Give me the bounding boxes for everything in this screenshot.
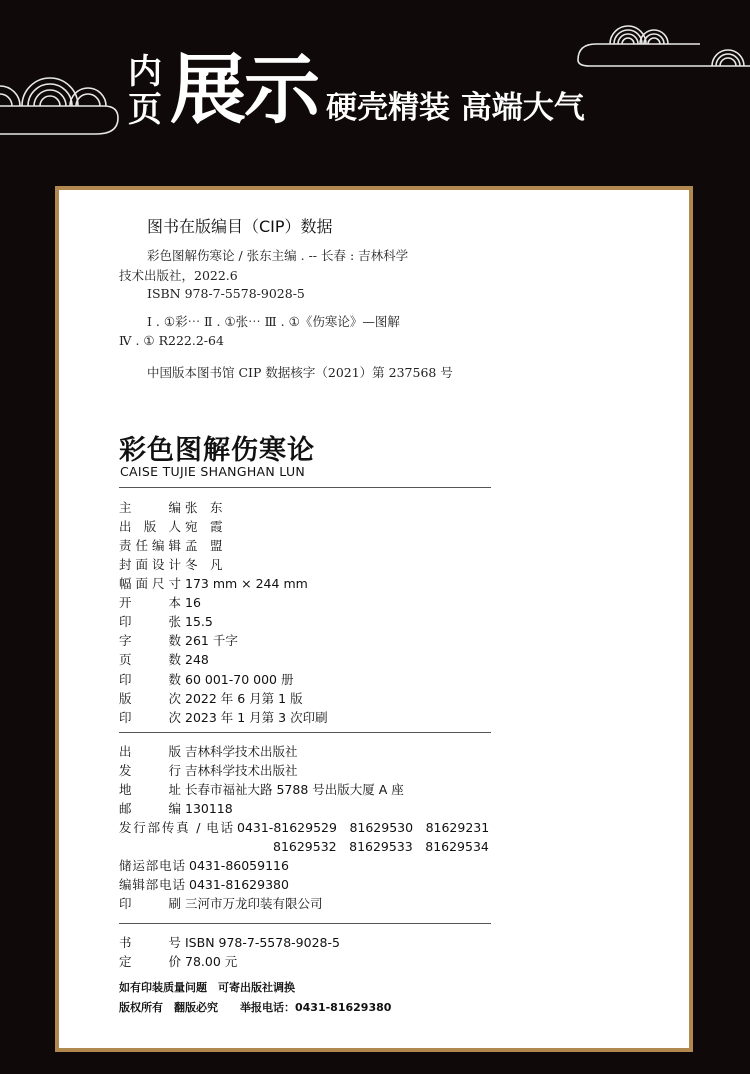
- credit-row: 出版人 宛 霞: [119, 519, 223, 534]
- credit-row: 责任编辑 孟 盟: [119, 538, 223, 553]
- cip-line: 彩色图解伤寒论 / 张东主编 . -- 长春 : 吉林科学: [147, 248, 409, 263]
- publisher-row: 81629532 81629533 81629534: [273, 839, 489, 854]
- credit-row: 字数 261 千字: [119, 633, 238, 648]
- book-pinyin: CAISE TUJIE SHANGHAN LUN: [120, 464, 306, 479]
- cip-line: Ⅰ . ①彩⋯ Ⅱ . ①张⋯ Ⅲ . ①《伤寒论》—图解: [147, 314, 400, 329]
- copyright-page: [55, 186, 693, 1052]
- publisher-row: 储运部电话 0431-86059116: [119, 858, 289, 873]
- book-title: 彩色图解伤寒论: [119, 435, 315, 466]
- credit-row: 页数 248: [119, 652, 209, 667]
- publisher-row: 邮编 130118: [119, 801, 233, 816]
- banner-headline: 展示: [170, 45, 318, 134]
- publisher-row: 发行 吉林科学技术出版社: [119, 763, 298, 778]
- copyright-note: 版权所有 翻版必究 举报电话：0431-81629380: [119, 1001, 392, 1014]
- cip-line: Ⅳ . ① R222.2-64: [119, 333, 224, 348]
- credit-row: 印张 15.5: [119, 614, 213, 629]
- publisher-row: 编辑部电话 0431-81629380: [119, 877, 289, 892]
- banner-tagline: 硬壳精装 高端大气: [326, 90, 585, 126]
- publisher-row: 印刷 三河市万龙印装有限公司: [119, 896, 323, 911]
- quality-note: 如有印装质量问题 可寄出版社调换: [119, 981, 295, 994]
- credit-row: 印次 2023 年 1 月第 3 次印刷: [119, 710, 328, 725]
- credit-row: 幅面尺寸 173 mm × 244 mm: [119, 576, 308, 591]
- credit-row: 版次 2022 年 6 月第 1 版: [119, 691, 303, 706]
- publisher-row: 出版 吉林科学技术出版社: [119, 744, 298, 759]
- banner-char-nei: 内: [128, 52, 162, 92]
- publisher-row: 地址 长春市福祉大路 5788 号出版大厦 A 座: [119, 782, 404, 797]
- isbn-row: 书号 ISBN 978-7-5578-9028-5: [119, 935, 340, 950]
- cip-line: ISBN 978-7-5578-9028-5: [147, 286, 305, 301]
- publisher-row: 发行部传真 / 电话 0431-81629529 81629530 81629231: [119, 820, 490, 835]
- divider: [119, 923, 491, 924]
- divider: [119, 487, 491, 488]
- credit-row: 封面设计 冬 凡: [119, 557, 223, 572]
- banner: [0, 0, 750, 185]
- cip-line: 技术出版社，2022.6: [119, 268, 238, 283]
- cip-title: 图书在版编目（CIP）数据: [147, 217, 333, 236]
- credit-row: 开本 16: [119, 595, 201, 610]
- divider: [119, 732, 491, 733]
- credit-row: 主编 张 东: [119, 500, 223, 515]
- price-row: 定价 78.00 元: [119, 954, 238, 969]
- banner-char-ye: 页: [128, 90, 162, 130]
- credit-row: 印数 60 001-70 000 册: [119, 672, 294, 687]
- cip-line: 中国版本图书馆 CIP 数据核字（2021）第 237568 号: [147, 365, 453, 380]
